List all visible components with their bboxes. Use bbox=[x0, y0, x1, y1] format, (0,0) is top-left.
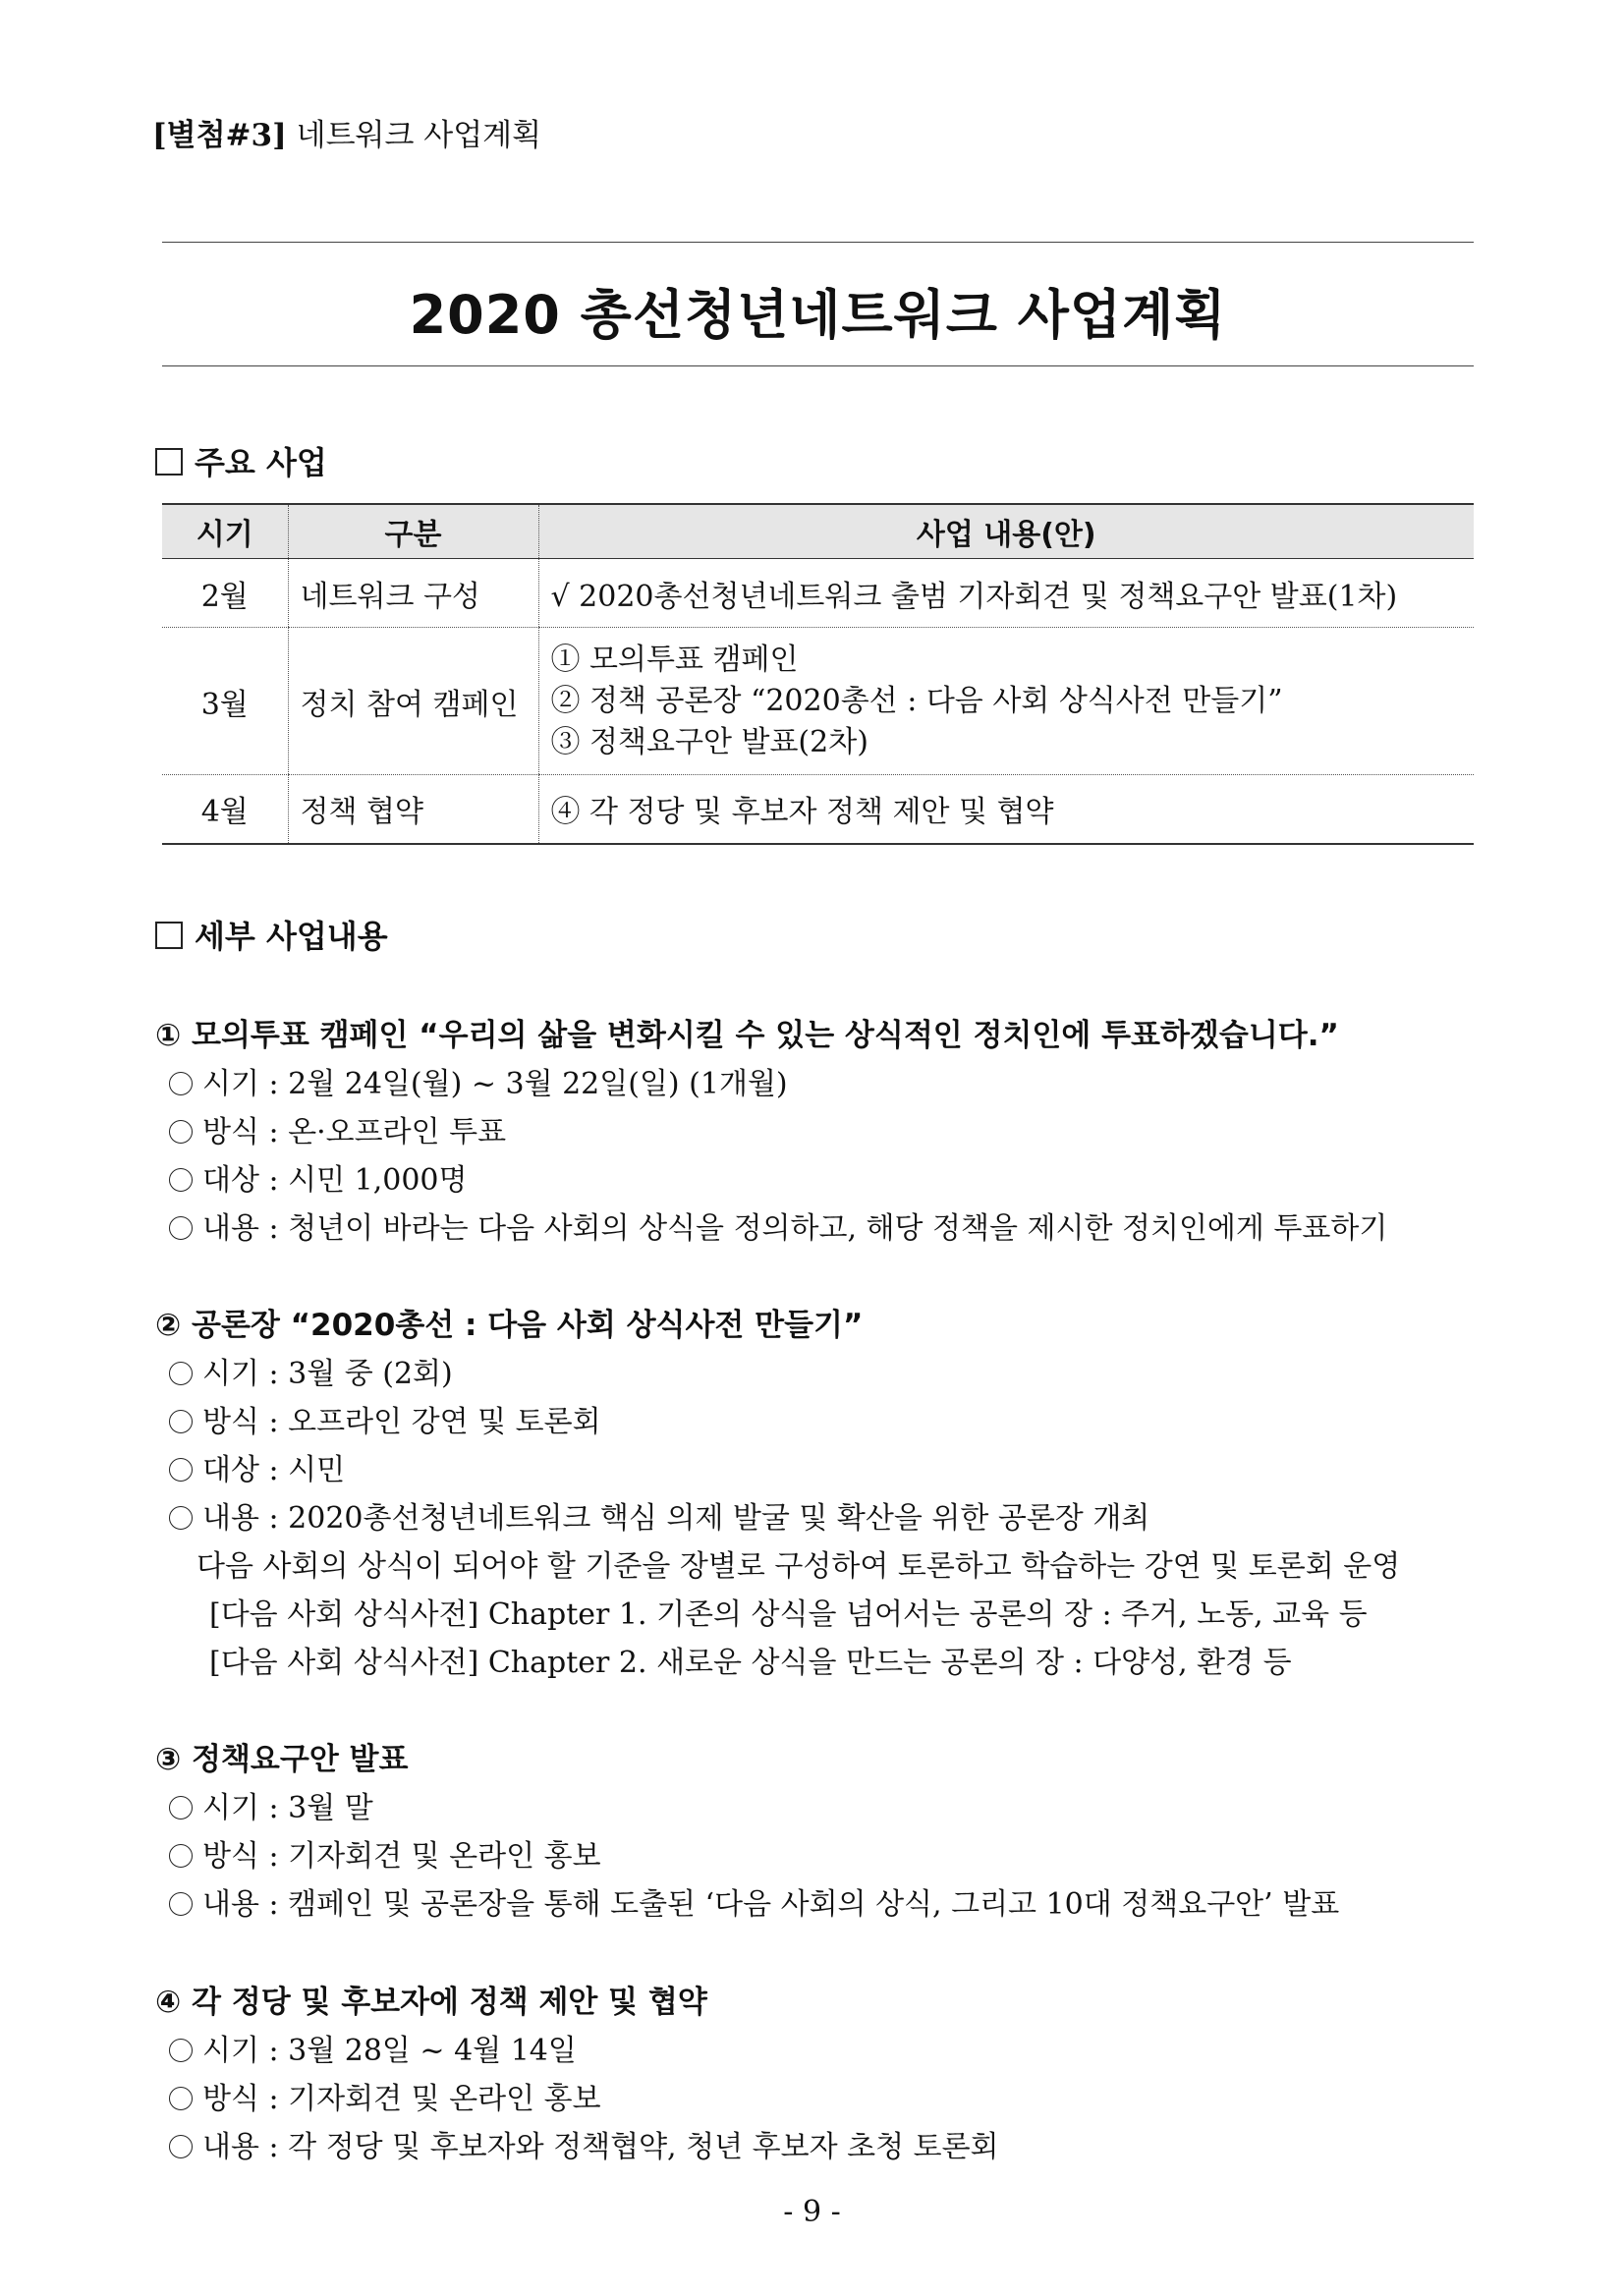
detail-item-text: 내용 : 각 정당 및 후보자와 정책협약, 청년 후보자 초청 토론회 bbox=[202, 2130, 999, 2164]
detail-item bbox=[169, 2026, 577, 2069]
header-period: 시기 bbox=[162, 504, 288, 559]
detail-item bbox=[169, 1445, 345, 1488]
detail-item-text: 방식 : 기자회견 및 온라인 홍보 bbox=[202, 1839, 601, 1874]
circle-bullet-icon bbox=[169, 2135, 193, 2158]
detail-continuation: [다음 사회 상식사전] Chapter 2. 새로운 상식을 만드는 공론의 장 : 다양성, 환경 등 bbox=[209, 1646, 1292, 1680]
detail-item-text: 내용 : 캠페인 및 공론장을 통해 도출된 ‘다음 사회의 상식, 그리고 10대 정책요구안’ 발표 bbox=[202, 1887, 1340, 1922]
detail-heading: ① 모의투표 캠페인 “우리의 삶을 변화시킬 수 있는 상식적인 정치인에 투표하겠습니다.” bbox=[155, 1018, 1339, 1053]
detail-item bbox=[169, 1831, 601, 1875]
circle-bullet-icon bbox=[169, 1168, 193, 1192]
detail-item-text: 방식 : 오프라인 강연 및 토론회 bbox=[202, 1405, 601, 1439]
circle-bullet-icon bbox=[169, 1072, 193, 1095]
detail-item bbox=[169, 1349, 453, 1392]
detail-continuation: [다음 사회 상식사전] Chapter 1. 기존의 상식을 넘어서는 공론의 장 : 주거, 노동, 교육 등 bbox=[209, 1597, 1368, 1632]
page-number: - 9 - bbox=[783, 2195, 841, 2229]
table-header-row bbox=[162, 504, 1474, 559]
table-row bbox=[162, 775, 1474, 844]
detail-continuation: 다음 사회의 상식이 되어야 할 기준을 장별로 구성하여 토론하고 학습하는 강연 및 토론회 운영 bbox=[196, 1549, 1401, 1584]
section-detail-heading bbox=[155, 912, 388, 957]
detail-item bbox=[169, 1059, 788, 1102]
row-content-multi bbox=[538, 628, 1474, 775]
title-bottom-rule bbox=[162, 365, 1474, 366]
row-content: √ 2020총선청년네트워크 출범 기자회견 및 정책요구안 발표(1차) bbox=[538, 559, 1474, 628]
checkbox-square-icon bbox=[155, 448, 183, 476]
header-category: 구분 bbox=[288, 504, 538, 559]
detail-item-text: 시기 : 2월 24일(월) ~ 3월 22일(일) (1개월) bbox=[202, 1067, 788, 1101]
circle-bullet-icon bbox=[169, 1506, 193, 1530]
detail-item bbox=[169, 1107, 506, 1150]
detail-item bbox=[169, 1397, 601, 1440]
attachment-name: 네트워크 사업계획 bbox=[296, 118, 542, 153]
detail-item bbox=[169, 1879, 1339, 1923]
detail-item-text: 내용 : 청년이 바라는 다음 사회의 상식을 정의하고, 해당 정책을 제시한 정치인에게 투표하기 bbox=[202, 1211, 1388, 1246]
page-title: 2020 총선청년네트워크 사업계획 bbox=[409, 284, 1227, 346]
header-contents: 사업 내용(안) bbox=[538, 504, 1474, 559]
circle-bullet-icon bbox=[169, 2039, 193, 2062]
row-period: 2월 bbox=[162, 559, 288, 628]
detail-item-text: 시기 : 3월 말 bbox=[202, 1791, 373, 1825]
section-main-label: 주요 사업 bbox=[195, 444, 327, 481]
row-content-line: ① 모의투표 캠페인 bbox=[550, 642, 799, 677]
title-top-rule bbox=[162, 242, 1474, 243]
row-category: 네트워크 구성 bbox=[288, 559, 538, 628]
detail-heading: ② 공론장 “2020총선 : 다음 사회 상식사전 만들기” bbox=[155, 1308, 864, 1343]
circle-bullet-icon bbox=[169, 2087, 193, 2110]
circle-bullet-icon bbox=[169, 1362, 193, 1385]
row-period: 4월 bbox=[162, 775, 288, 844]
row-category: 정치 참여 캠페인 bbox=[288, 628, 538, 775]
circle-bullet-icon bbox=[169, 1410, 193, 1433]
detail-item-text: 시기 : 3월 중 (2회) bbox=[202, 1357, 453, 1391]
row-period: 3월 bbox=[162, 628, 288, 775]
checkbox-square-icon bbox=[155, 922, 183, 949]
section-main-heading bbox=[155, 438, 327, 483]
detail-item bbox=[169, 1155, 468, 1199]
circle-bullet-icon bbox=[169, 1216, 193, 1240]
table-row bbox=[162, 559, 1474, 628]
table-row bbox=[162, 628, 1474, 775]
attachment-label bbox=[152, 110, 541, 154]
circle-bullet-icon bbox=[169, 1120, 193, 1144]
detail-item-text: 방식 : 기자회견 및 온라인 홍보 bbox=[202, 2082, 601, 2116]
detail-item bbox=[169, 1204, 1387, 1247]
detail-item-text: 대상 : 시민 bbox=[202, 1453, 346, 1487]
detail-item bbox=[169, 1493, 1149, 1537]
detail-heading: ③ 정책요구안 발표 bbox=[155, 1742, 409, 1777]
detail-item bbox=[169, 1783, 373, 1826]
detail-item-text: 내용 : 2020총선청년네트워크 핵심 의제 발굴 및 확산을 위한 공론장 개최 bbox=[202, 1501, 1150, 1536]
detail-item-text: 대상 : 시민 1,000명 bbox=[202, 1163, 468, 1198]
row-content-line: ③ 정책요구안 발표(2차) bbox=[550, 724, 868, 759]
attachment-tag: [별첨#3] bbox=[152, 118, 287, 153]
detail-item bbox=[169, 2122, 999, 2165]
circle-bullet-icon bbox=[169, 1892, 193, 1916]
circle-bullet-icon bbox=[169, 1796, 193, 1820]
detail-item-text: 방식 : 온·오프라인 투표 bbox=[202, 1115, 507, 1149]
row-content: ④ 각 정당 및 후보자 정책 제안 및 협약 bbox=[538, 775, 1474, 844]
row-content-line: ② 정책 공론장 “2020총선 : 다음 사회 상식사전 만들기” bbox=[550, 683, 1283, 718]
circle-bullet-icon bbox=[169, 1458, 193, 1482]
row-category: 정책 협약 bbox=[288, 775, 538, 844]
section-detail-label: 세부 사업내용 bbox=[195, 918, 388, 955]
circle-bullet-icon bbox=[169, 1844, 193, 1868]
detail-item bbox=[169, 2074, 601, 2117]
detail-item-text: 시기 : 3월 28일 ~ 4월 14일 bbox=[202, 2034, 577, 2068]
plan-table bbox=[162, 503, 1474, 845]
detail-heading: ④ 각 정당 및 후보자에 정책 제안 및 협약 bbox=[155, 1985, 707, 2020]
